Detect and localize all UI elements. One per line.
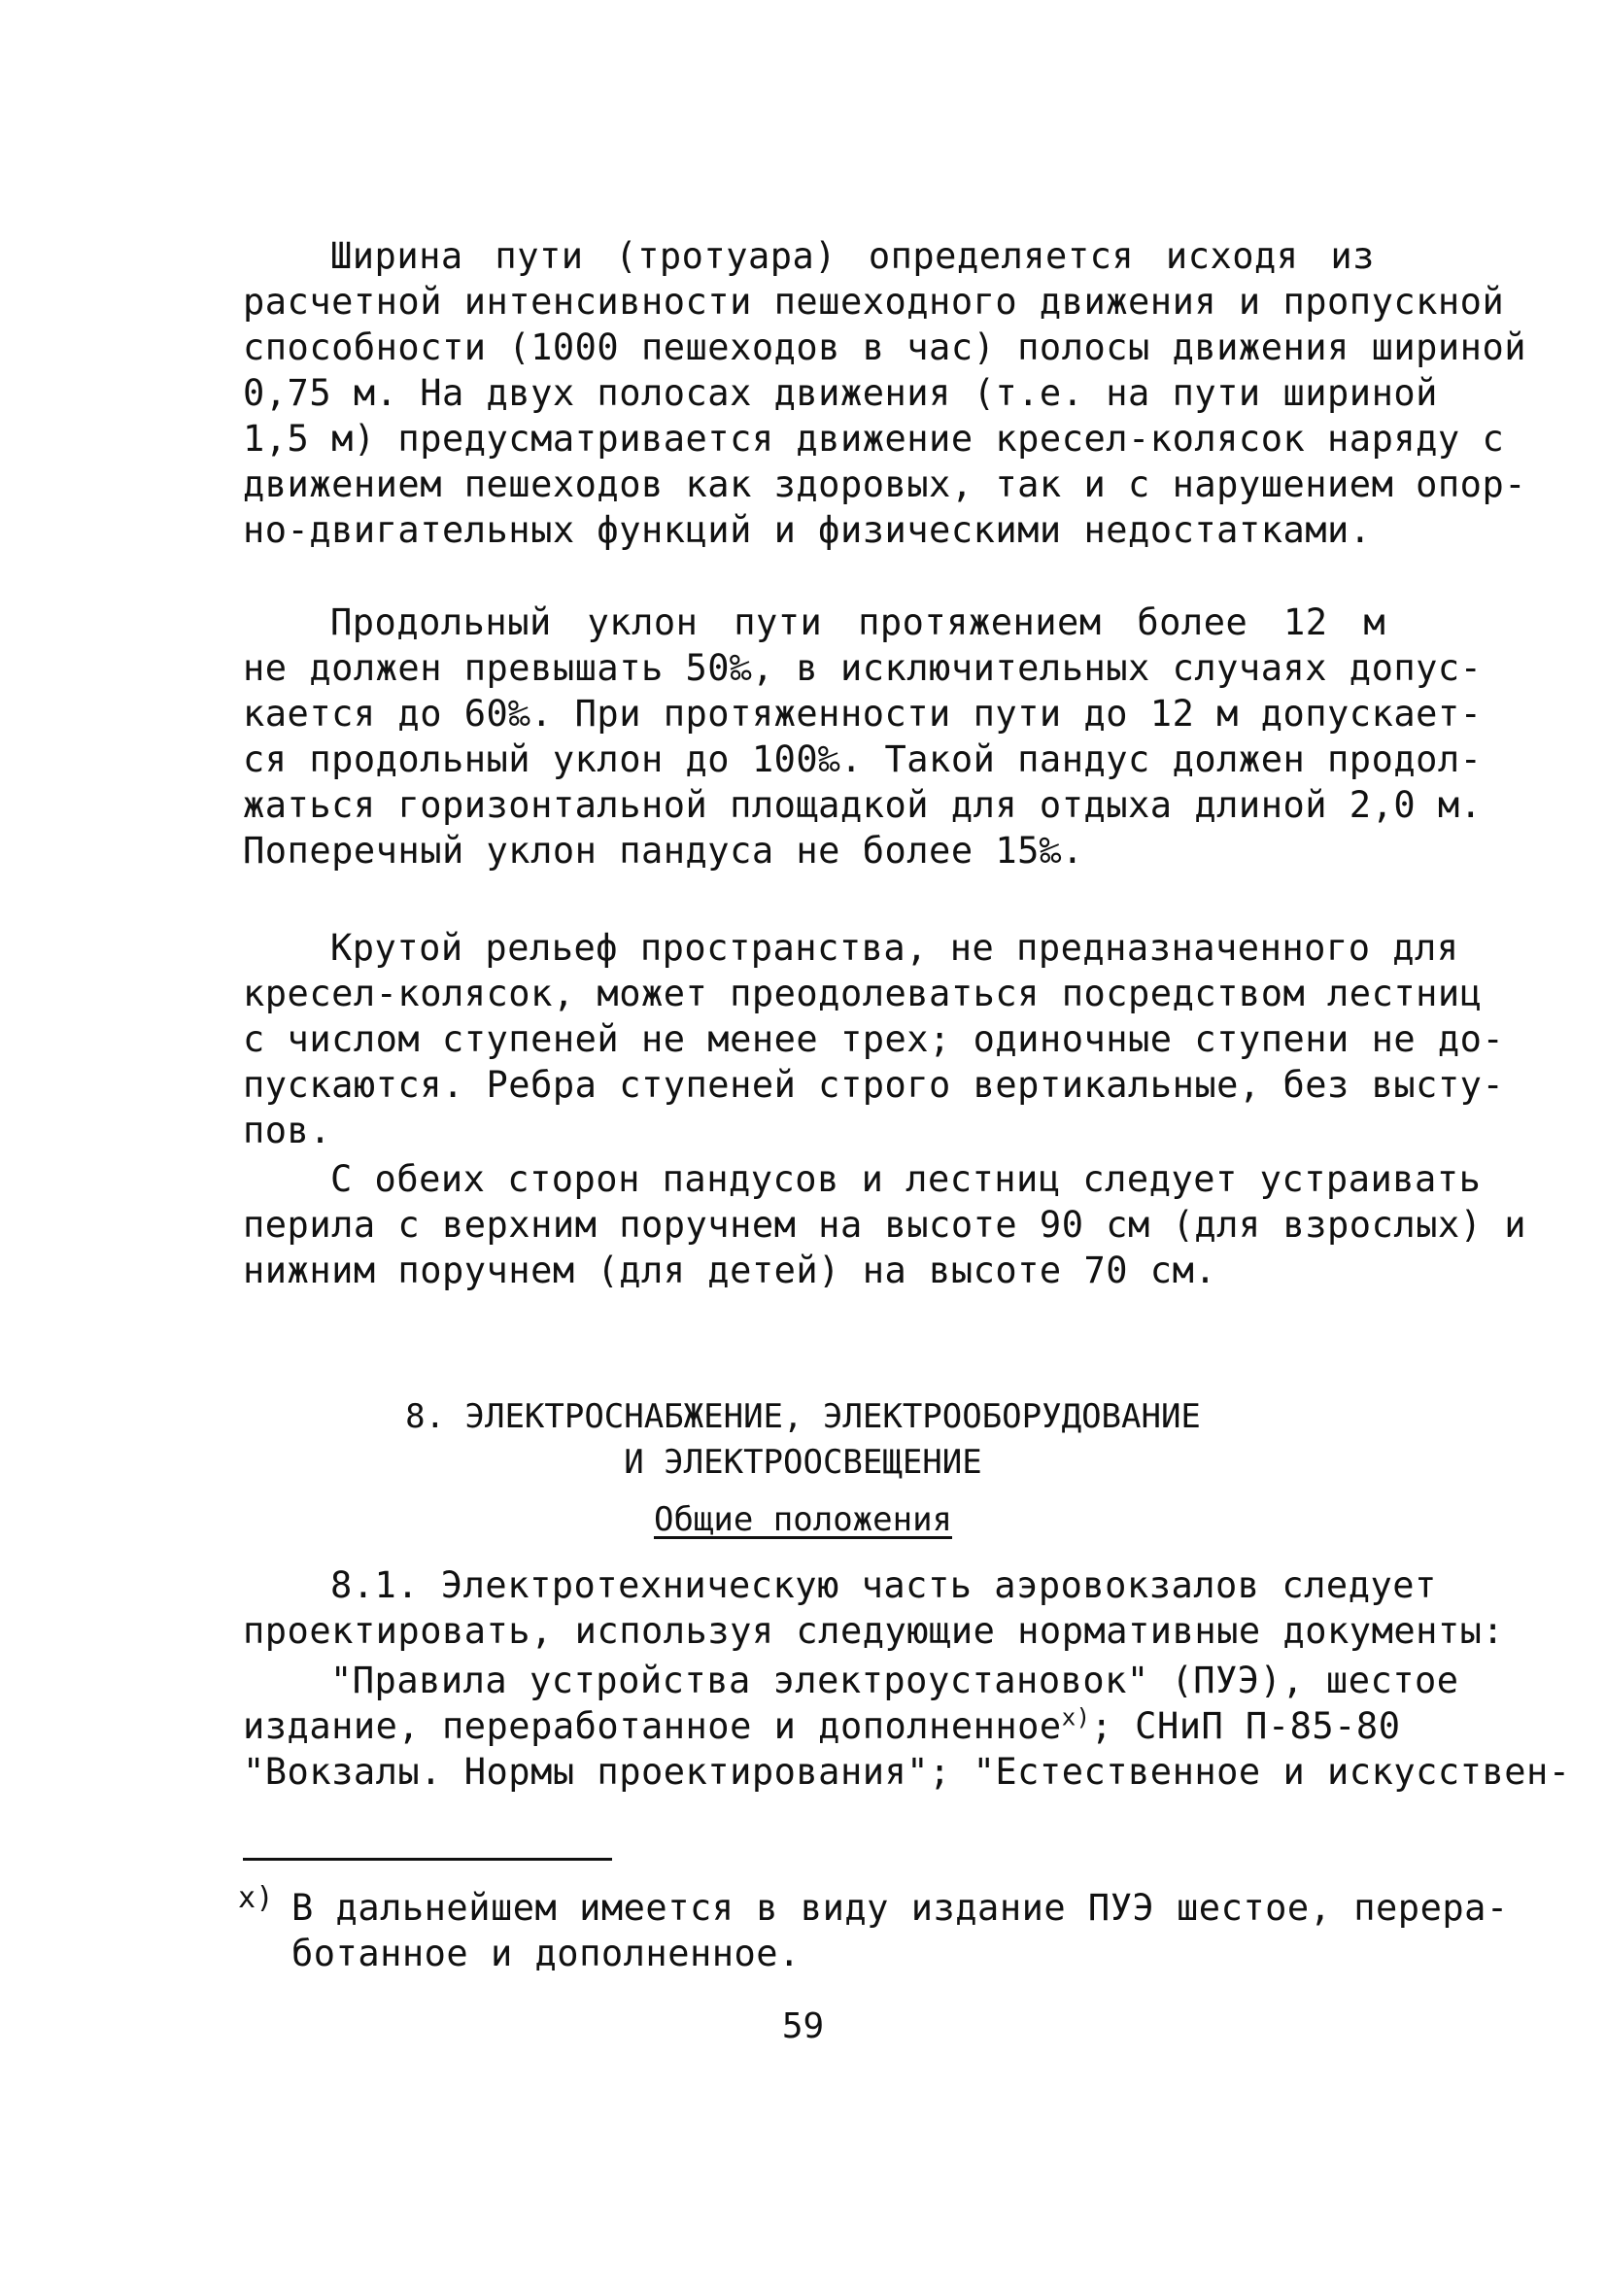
footnote-line-1: В дальнейшем имеется в виду издание ПУЭ шестое, перера-: [291, 1887, 1509, 1929]
section-subtitle: [0, 1496, 1606, 1543]
page-number: 59: [781, 2006, 825, 2046]
paragraph-2-line-5: жаться горизонтальной площадкой для отдыха длиной 2,0 м.: [243, 784, 1483, 826]
paragraph-5-line-1: 8.1. Электротехническую часть аэровокзалов следует: [330, 1564, 1437, 1606]
paragraph-5-line-3: "Правила устройства электроустановок" (ПУЭ), шестое: [330, 1660, 1459, 1701]
paragraph-1-line-6: движением пешеходов как здоровых, так и с нарушением опор-: [243, 463, 1527, 505]
paragraph-1-line-1: Ширина пути (тротуара) определяется исходя из: [330, 235, 1375, 277]
paragraph-1-line-4: 0,75 м. На двух полосах движения (т.е. на пути шириной: [243, 372, 1438, 414]
paragraph-2-line-1: Продольный уклон пути протяжением более 12 м: [330, 601, 1386, 643]
paragraph-4-line-3: нижним поручнем (для детей) на высоте 70 см.: [243, 1250, 1217, 1291]
paragraph-4-line-1: С обеих сторон пандусов и лестниц следует устраивать: [330, 1158, 1482, 1200]
footnote-marker: x): [238, 1881, 275, 1915]
paragraph-2-line-4: ся продольный уклон до 100‰. Такой пандус должен продол-: [243, 738, 1483, 780]
paragraph-5-line-5: "Вокзалы. Нормы проектирования"; "Естественное и искусствен-: [243, 1751, 1571, 1793]
footnote-line-2: ботанное и дополненное.: [291, 1933, 801, 1974]
paragraph-1-line-3: способности (1000 пешеходов в час) полосы движения шириной: [243, 326, 1527, 368]
paragraph-2-line-6: Поперечный уклон пандуса не более 15‰.: [243, 830, 1084, 872]
paragraph-2-line-3: кается до 60‰. При протяженности пути до 12 м допускает-: [243, 693, 1483, 735]
paragraph-2-line-2: не должен превышать 50‰, в исключительных случаях допус-: [243, 647, 1483, 689]
footnote-reference-mark: x): [1061, 1703, 1091, 1731]
paragraph-5-line-4: [243, 1703, 1401, 1750]
paragraph-3-line-2: кресел-колясок, может преодолеваться посредством лестниц: [243, 973, 1483, 1014]
paragraph-5-line-4-text-a: издание, переработанное и дополненное: [243, 1705, 1062, 1747]
paragraph-4-line-2: перила с верхним поручнем на высоте 90 см (для взрослых) и: [243, 1204, 1527, 1246]
paragraph-3-line-5: пов.: [243, 1110, 332, 1151]
section-subtitle-text: Общие положения: [653, 1500, 953, 1539]
paragraph-1-line-2: расчетной интенсивности пешеходного движения и пропускной: [243, 281, 1505, 323]
paragraph-1-line-7: но-двигательных функций и физическими недостатками.: [243, 509, 1372, 551]
paragraph-3-line-4: пускаются. Ребра ступеней строго вертикальные, без высту-: [243, 1064, 1505, 1106]
section-title-line-1: 8. ЭЛЕКТРОСНАБЖЕНИЕ, ЭЛЕКТРООБОРУДОВАНИЕ: [405, 1397, 1201, 1436]
paragraph-5-line-4-text-b: ; СНиП П-85-80: [1090, 1705, 1401, 1747]
paragraph-5-line-2: проектировать, используя следующие нормативные документы:: [243, 1610, 1505, 1652]
section-title-line-2: И ЭЛЕКТРООСВЕЩЕНИЕ: [624, 1443, 982, 1482]
paragraph-1-line-5: 1,5 м) предусматривается движение кресел-колясок наряду с: [243, 418, 1505, 460]
footnote-separator: [243, 1858, 612, 1861]
paragraph-3-line-1: Крутой рельеф пространства, не предназначенного для: [330, 927, 1459, 969]
paragraph-3-line-3: с числом ступеней не менее трех; одиночные ступени не до-: [243, 1018, 1505, 1060]
